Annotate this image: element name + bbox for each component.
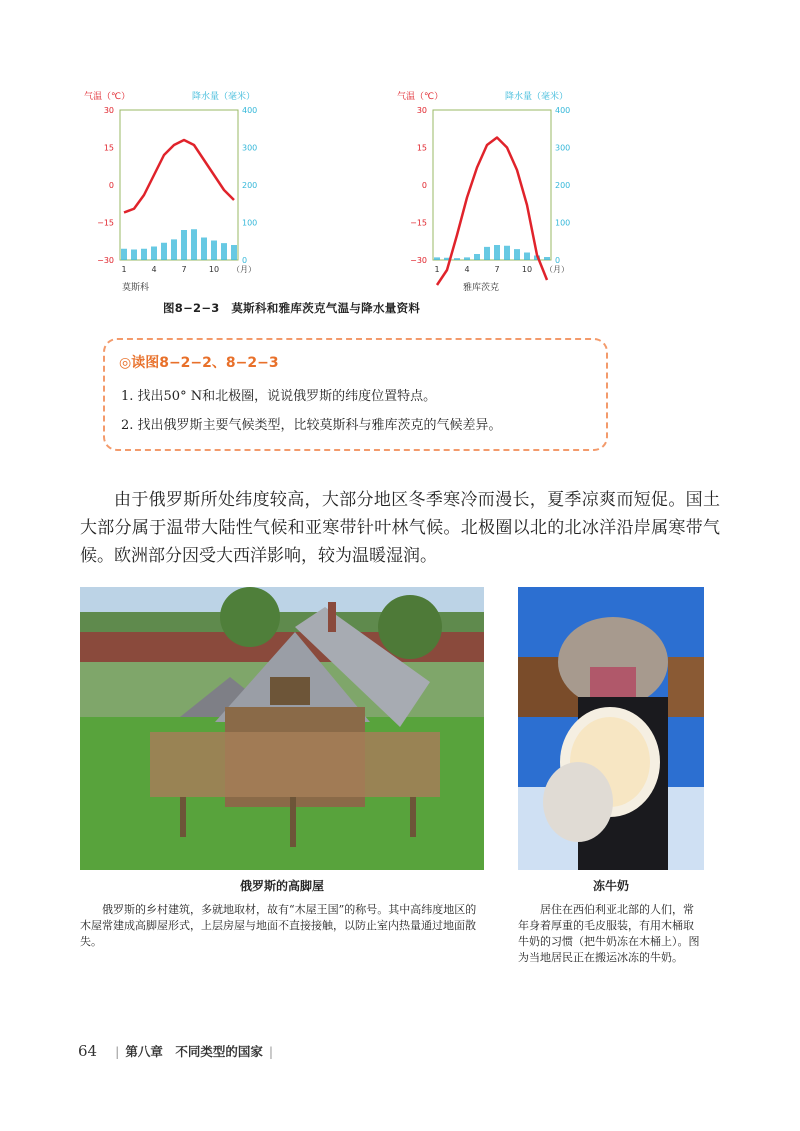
moscow-temp-tick: 15 (103, 143, 114, 153)
yakutsk-climate-chart (393, 85, 583, 295)
yakutsk-temp-line (437, 138, 547, 286)
yakutsk-precip-tick: 300 (555, 143, 571, 153)
stilt-house-illustration (80, 587, 484, 870)
frozen-milk-illustration (518, 587, 704, 870)
moscow-temp-tick: −15 (97, 218, 114, 228)
yakutsk-temp-tick: 30 (416, 106, 427, 115)
yakutsk-precip-axis-label: 降水量（毫米） (505, 92, 569, 102)
moscow-precip-bar (231, 245, 237, 260)
yakutsk-precip-bar (494, 245, 500, 260)
yakutsk-precip-bar (504, 246, 510, 260)
yakutsk-precip-bar (434, 257, 440, 260)
chapter-title: 第八章 不同类型的国家 (125, 1044, 263, 1059)
moscow-month-tick: 7 (181, 265, 187, 274)
page-number: 64 (78, 1042, 98, 1060)
yakutsk-precip-bar (514, 249, 520, 260)
moscow-month-tick: 4 (151, 265, 157, 274)
page-footer: 64 | 第八章 不同类型的国家 | (78, 1042, 274, 1060)
moscow-month-tick: 1 (121, 265, 127, 274)
yakutsk-temp-tick: −15 (410, 218, 427, 228)
moscow-precip-bar (201, 238, 207, 261)
moscow-temp-line (124, 140, 234, 213)
yakutsk-precip-bar (484, 247, 490, 260)
moscow-month-unit: （月） (232, 265, 256, 274)
stilt-house-description: 俄罗斯的乡村建筑，多就地取材，故有“木屋王国”的称号。其中高纬度地区的木屋常建成高脚屋形式，上层房屋与地面不直接接触，以防止室内热量通过地面散失。 (80, 903, 477, 948)
moscow-temp-tick: 30 (103, 106, 114, 115)
yakutsk-precip-tick: 400 (555, 106, 571, 115)
moscow-precip-tick: 200 (242, 181, 258, 190)
frozen-milk-description: 居住在西伯利亚北部的人们，常年身着厚重的毛皮服装，有用木桶取牛奶的习惯（把牛奶冻在木桶上）。图为当地居民正在搬运冰冻的牛奶。 (518, 903, 700, 964)
yakutsk-precip-bar (544, 257, 550, 260)
moscow-climate-chart (80, 85, 270, 295)
read-box-title: ◎读图8−2−2、8−2−3 (119, 355, 279, 371)
yakutsk-temp-tick: −30 (410, 256, 427, 265)
question-1: 1. 找出50° N和北极圈，说说俄罗斯的纬度位置特点。 (121, 389, 437, 404)
read-activity-box (103, 338, 608, 451)
yakutsk-temp-axis-label: 气温（℃） (397, 92, 444, 102)
figure-caption: 图8−2−3 莫斯科和雅库茨克气温与降水量资料 (163, 301, 421, 315)
moscow-temp-tick: 0 (108, 181, 114, 190)
body-paragraph: 由于俄罗斯所处纬度较高，大部分地区冬季寒冷而漫长，夏季凉爽而短促。国土大部分属于温带大陆性气候和亚寒带针叶林气候。北极圈以北的北冰洋沿岸属寒带气候。欧洲部分因受大西洋影响，较为温暖湿润。 (80, 490, 720, 566)
yakutsk-temp-tick: 0 (421, 181, 427, 190)
moscow-precip-axis-label: 降水量（毫米） (192, 92, 256, 102)
moscow-temp-tick: −30 (97, 256, 114, 265)
yakutsk-month-tick: 4 (464, 265, 470, 274)
yakutsk-precip-bar (474, 254, 480, 260)
stilt-house-caption: 俄罗斯的高脚屋 (239, 879, 324, 893)
moscow-precip-bar (141, 249, 147, 260)
moscow-temp-axis-label: 气温（℃） (84, 92, 131, 102)
yakutsk-precip-bar (454, 258, 460, 260)
moscow-precip-bar (171, 239, 177, 260)
yakutsk-city-label: 雅库茨克 (463, 283, 500, 293)
moscow-precip-bar (211, 241, 217, 261)
yakutsk-month-unit: （月） (545, 265, 569, 274)
yakutsk-precip-tick: 100 (555, 218, 571, 228)
yakutsk-month-tick: 7 (494, 265, 500, 274)
frozen-milk-photo (518, 587, 704, 870)
question-2: 2. 找出俄罗斯主要气候类型，比较莫斯科与雅库茨克的气候差异。 (121, 418, 502, 433)
yakutsk-month-tick: 10 (521, 265, 533, 274)
stilt-house-photo (80, 587, 484, 870)
yakutsk-month-tick: 1 (434, 265, 440, 274)
moscow-precip-tick: 0 (242, 256, 248, 265)
moscow-precip-bar (181, 230, 187, 260)
moscow-precip-tick: 100 (242, 218, 258, 228)
yakutsk-temp-tick: 15 (416, 143, 427, 153)
frozen-milk-caption: 冻牛奶 (592, 879, 629, 893)
moscow-precip-tick: 400 (242, 106, 258, 115)
yakutsk-precip-bar (524, 253, 530, 261)
moscow-precip-bar (221, 243, 227, 260)
moscow-precip-bar (161, 243, 167, 260)
yakutsk-precip-tick: 200 (555, 181, 571, 190)
moscow-city-label: 莫斯科 (122, 283, 150, 293)
moscow-precip-bar (131, 250, 137, 261)
yakutsk-precip-bar (464, 257, 470, 260)
moscow-precip-bar (191, 229, 197, 260)
yakutsk-precip-tick: 0 (555, 256, 561, 265)
moscow-precip-bar (151, 247, 157, 261)
moscow-precip-tick: 300 (242, 143, 258, 153)
moscow-month-tick: 10 (208, 265, 220, 274)
yakutsk-chart-svg (393, 85, 583, 295)
moscow-chart-svg (80, 85, 270, 295)
moscow-precip-bar (121, 249, 127, 260)
